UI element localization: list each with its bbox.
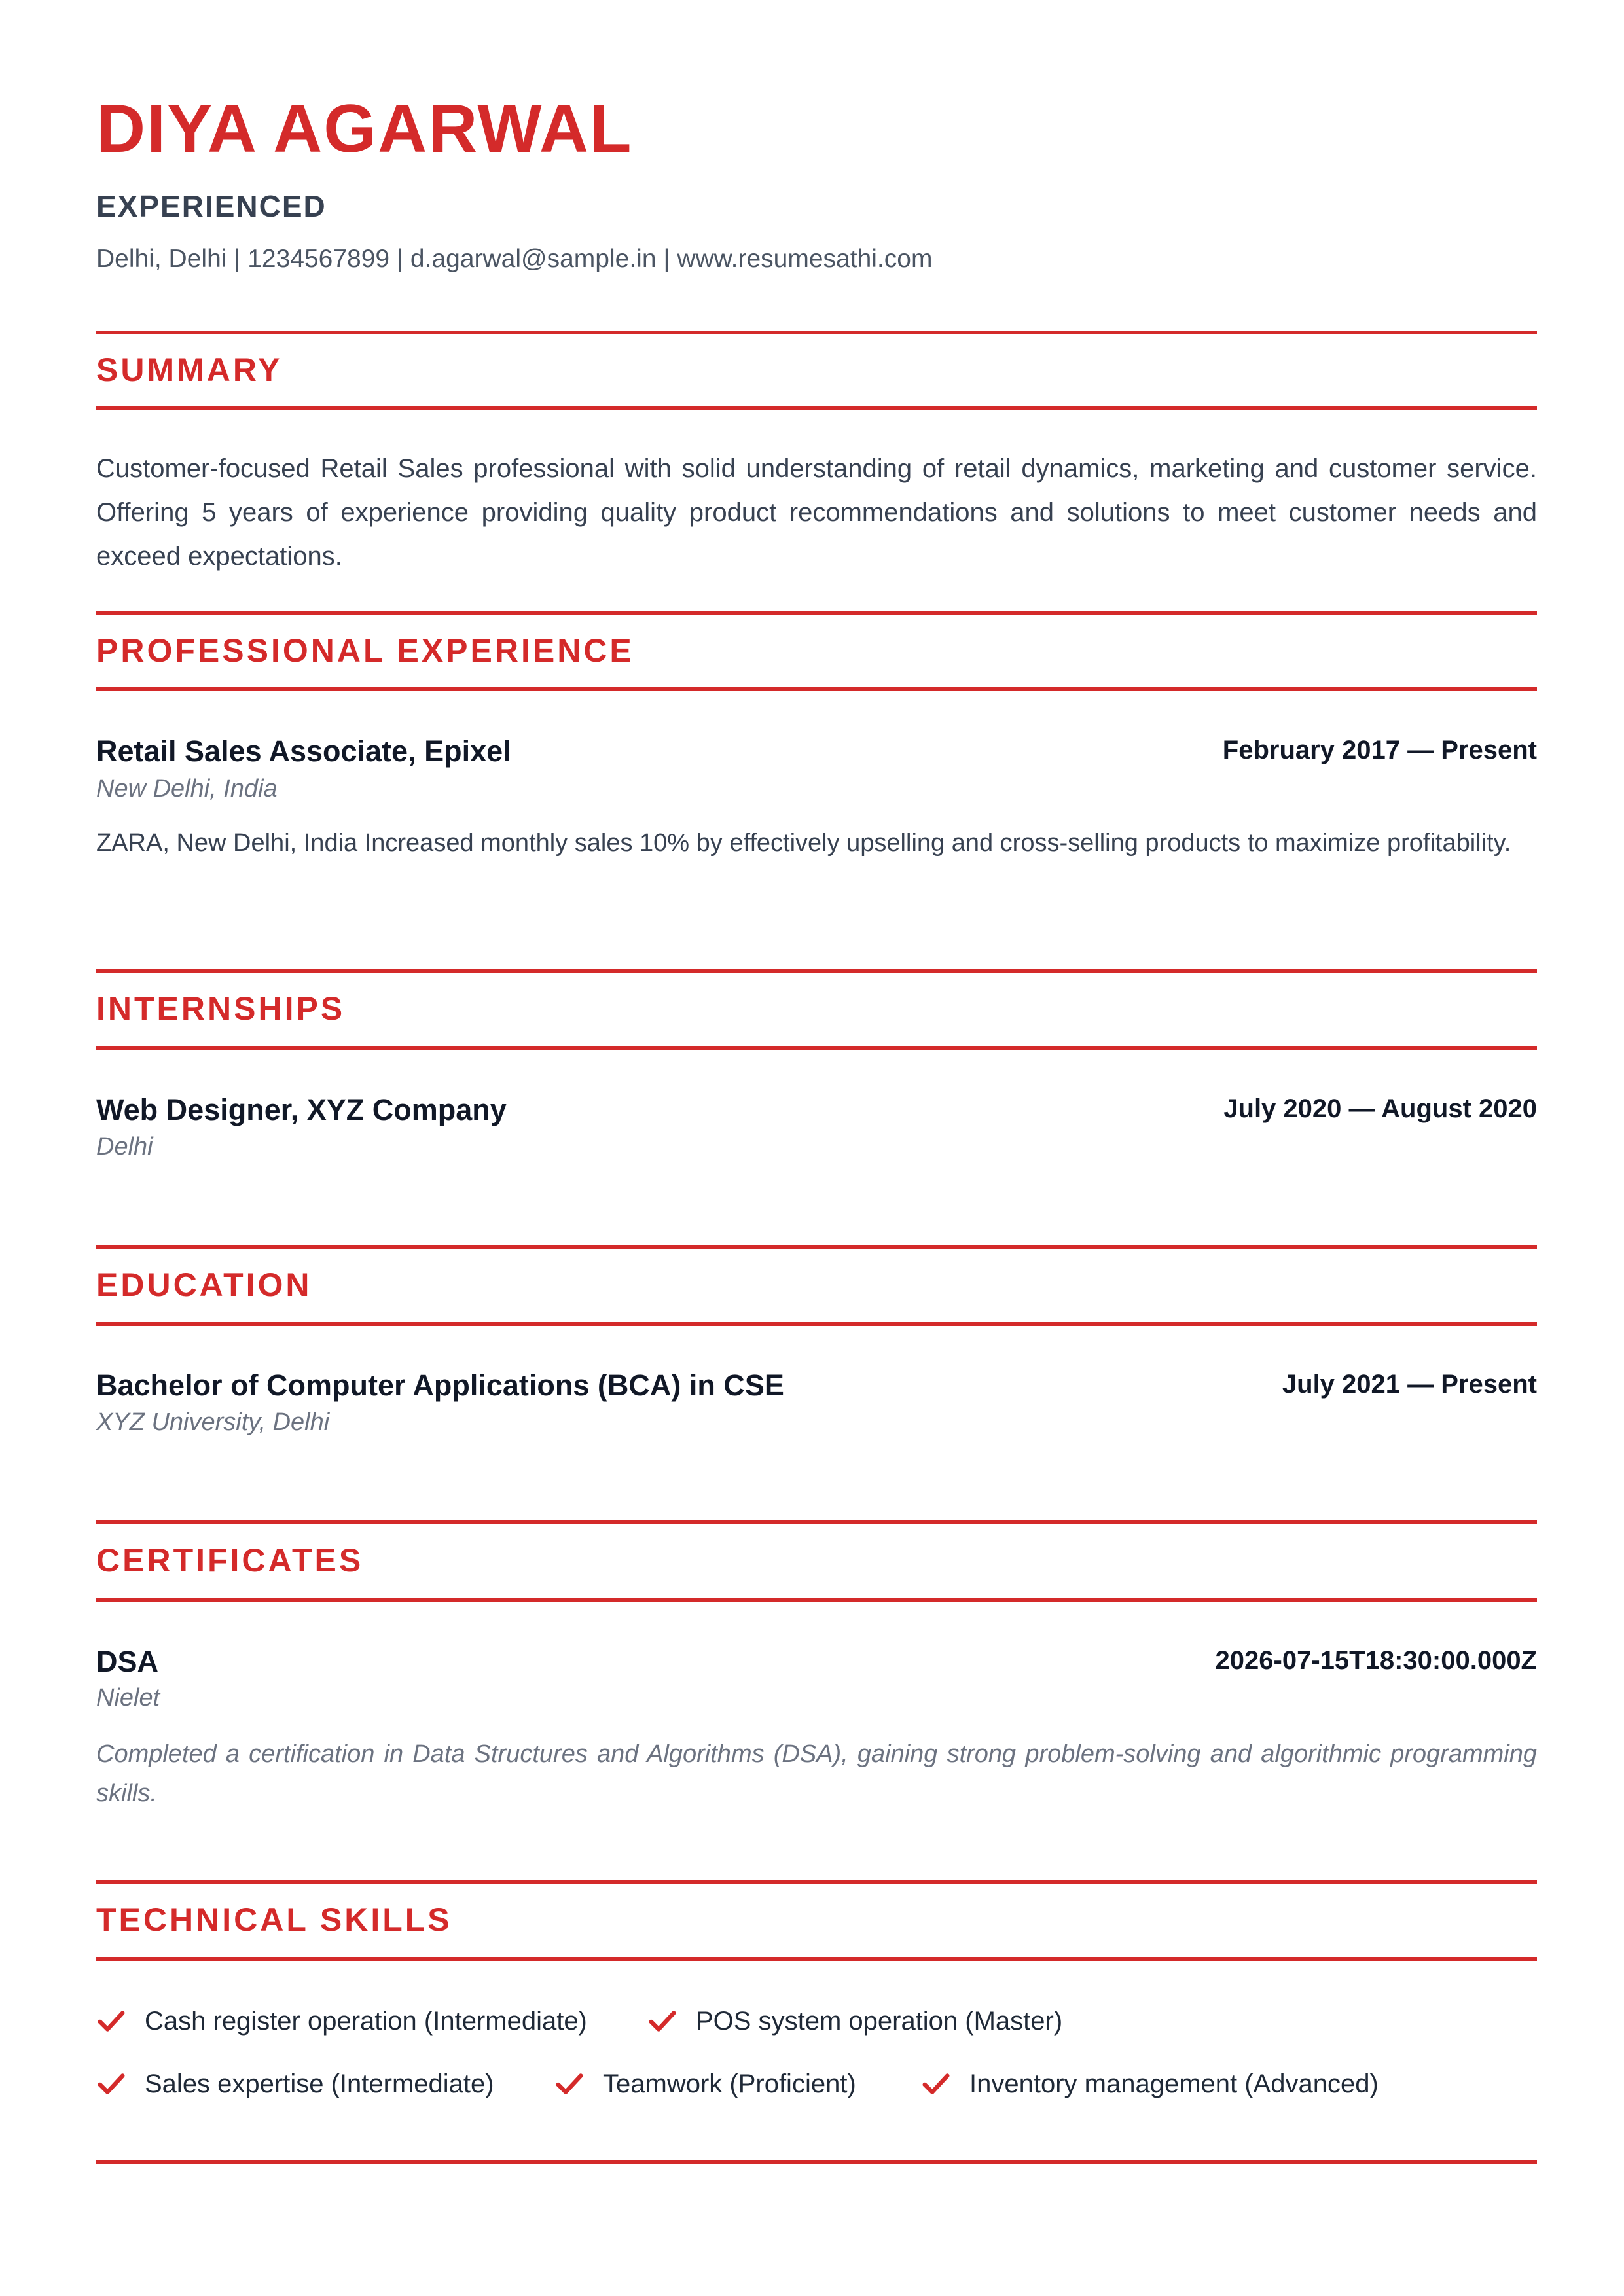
check-icon xyxy=(921,2069,951,2099)
experience-date: February 2017 — Present xyxy=(1222,736,1537,764)
certificate-name: DSA xyxy=(96,1645,159,1678)
check-icon xyxy=(96,2006,126,2036)
section-divider xyxy=(96,2160,1537,2164)
education-degree: Bachelor of Computer Applications (BCA) in CSE xyxy=(96,1369,784,1402)
section-divider xyxy=(96,1322,1537,1326)
skill-item xyxy=(647,2006,1062,2036)
check-icon xyxy=(647,2006,677,2036)
experience-location: New Delhi, India xyxy=(96,775,278,802)
section-divider xyxy=(96,1880,1537,1884)
candidate-headline: EXPERIENCED xyxy=(96,189,327,223)
section-divider xyxy=(96,406,1537,410)
summary-text: Customer-focused Retail Sales professional with solid understanding of retail dynamics, marketing and customer service. Offering 5 years of experience providing quality product recommendations and solutions to meet customer needs and exceed expectations. xyxy=(96,454,1537,571)
section-divider xyxy=(96,611,1537,615)
skill-label: Sales expertise (Intermediate) xyxy=(145,2069,494,2098)
candidate-name: DIYA AGARWAL xyxy=(96,91,633,167)
skill-item xyxy=(554,2069,856,2099)
experience-heading: PROFESSIONAL EXPERIENCE xyxy=(96,632,634,669)
skills-heading: TECHNICAL SKILLS xyxy=(96,1901,452,1938)
skill-label: POS system operation (Master) xyxy=(696,2006,1063,2036)
education-heading: EDUCATION xyxy=(96,1266,312,1303)
skill-label: Inventory management (Advanced) xyxy=(969,2069,1379,2098)
education-date: July 2021 — Present xyxy=(1282,1370,1537,1399)
section-divider xyxy=(96,1245,1537,1249)
skill-label: Cash register operation (Intermediate) xyxy=(145,2006,587,2036)
certificate-description: Completed a certification in Data Structures and Algorithms (DSA), gaining strong problem-solving and algorithmic programming skills. xyxy=(96,1740,1537,1807)
section-divider xyxy=(96,331,1537,334)
summary-heading: SUMMARY xyxy=(96,351,283,388)
section-divider xyxy=(96,969,1537,973)
internship-role: Web Designer, XYZ Company xyxy=(96,1093,507,1126)
education-school: XYZ University, Delhi xyxy=(96,1408,330,1436)
skill-label: Teamwork (Proficient) xyxy=(603,2069,856,2098)
internship-date: July 2020 — August 2020 xyxy=(1223,1094,1537,1123)
skill-item xyxy=(96,2006,587,2036)
section-divider xyxy=(96,1046,1537,1050)
check-icon xyxy=(554,2069,585,2099)
section-divider xyxy=(96,1957,1537,1961)
certificates-heading: CERTIFICATES xyxy=(96,1542,364,1579)
contact-line: Delhi, Delhi | 1234567899 | d.agarwal@sample.in | www.resumesathi.com xyxy=(96,245,933,273)
check-icon xyxy=(96,2069,126,2099)
skill-item xyxy=(96,2069,494,2099)
experience-role: Retail Sales Associate, Epixel xyxy=(96,734,511,768)
experience-description: ZARA, New Delhi, India Increased monthly sales 10% by effectively upselling and cross-selling products to maximize profitability. xyxy=(96,829,1511,857)
internships-heading: INTERNSHIPS xyxy=(96,990,346,1027)
section-divider xyxy=(96,687,1537,691)
section-divider xyxy=(96,1520,1537,1524)
certificate-issuer: Nielet xyxy=(96,1684,160,1712)
certificate-date: 2026-07-15T18:30:00.000Z xyxy=(1215,1646,1537,1675)
skill-item xyxy=(921,2069,1379,2099)
section-divider xyxy=(96,1598,1537,1602)
internship-location: Delhi xyxy=(96,1133,153,1160)
